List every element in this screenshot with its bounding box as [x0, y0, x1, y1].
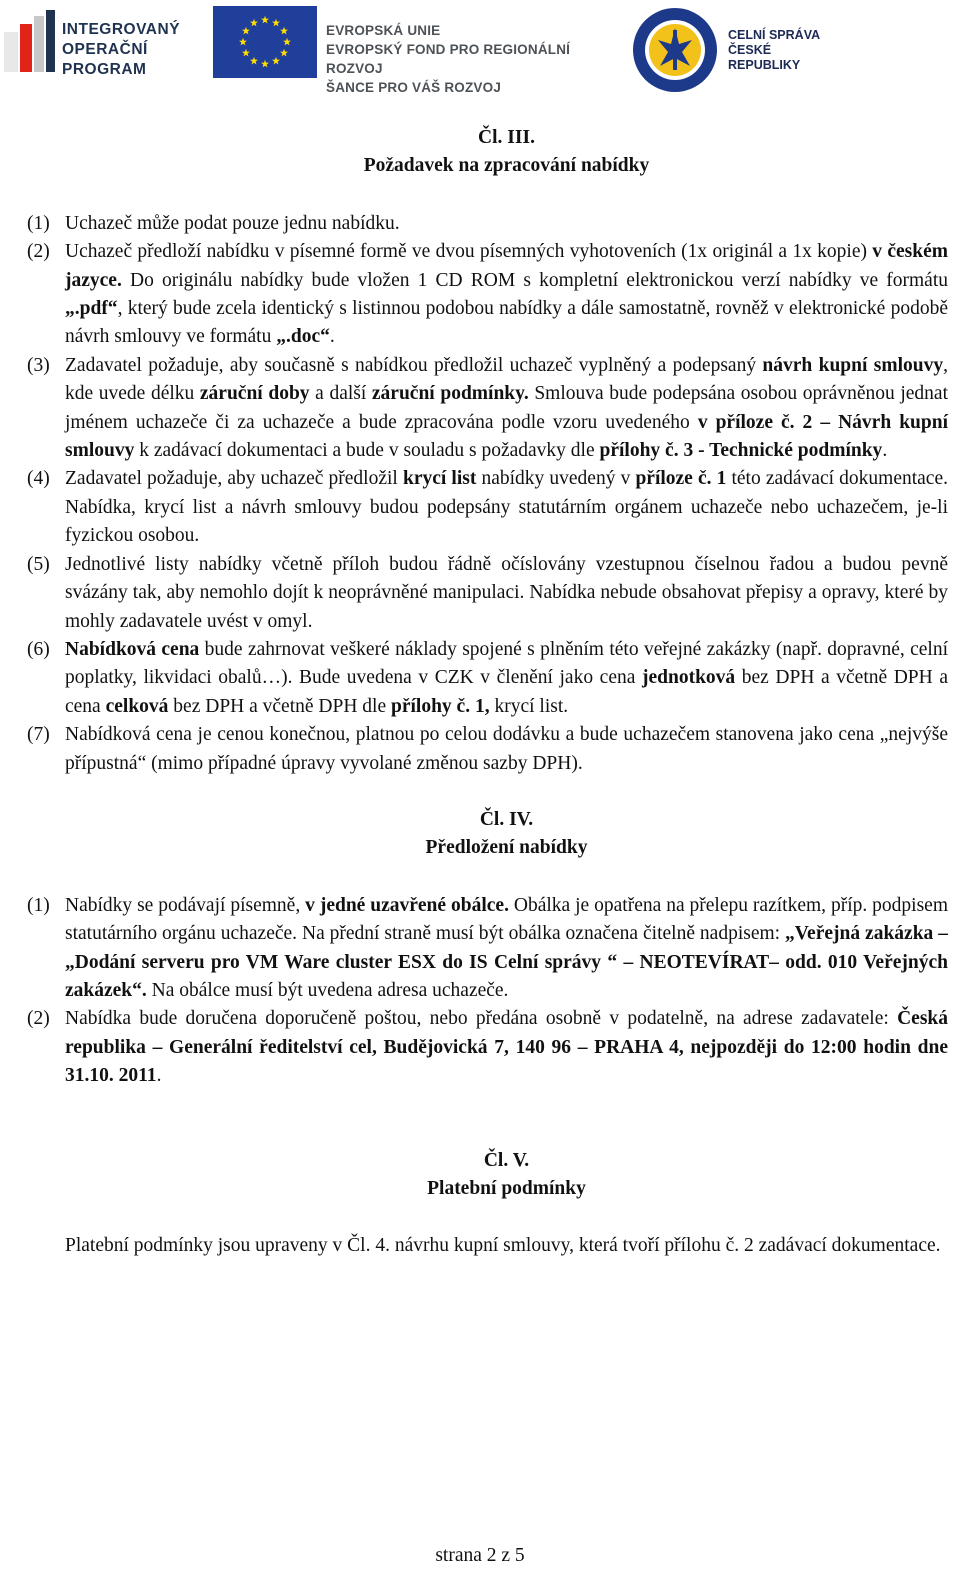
para-number: (7)	[27, 724, 50, 746]
iop-logo	[4, 8, 194, 80]
para-text: Uchazeč může podat pouze jednu nabídku.	[65, 212, 400, 234]
article-3-title: Požadavek na zpracování nabídky	[363, 155, 650, 177]
para-bold: Nabídková cena	[65, 638, 200, 660]
iop-logo-bars	[4, 10, 58, 72]
para-bold: příloze č. 1	[635, 468, 727, 490]
para-number: (2)	[27, 241, 50, 263]
page-header	[0, 0, 960, 100]
article-5-number: Čl. V.	[483, 1149, 530, 1171]
eu-star-icon	[250, 57, 258, 65]
para-text: Uchazeč předloží nabídku v písemné formě ve dvou písemných vyhotoveních (1x originál a 1x kopie)	[65, 241, 873, 263]
para-bold: Česká republika – Generální ředitelství cel, Budějovická 7, 140 96 – PRAHA 4, nejpozději do 12:00 hodin dne 31.10. 2011	[65, 1008, 948, 1087]
para-bold: krycí list	[402, 468, 477, 490]
article-3-para-1	[27, 210, 948, 238]
para-bold: přílohy č. 1,	[391, 695, 490, 717]
para-text: Nabídka bude doručena doporučeně poštou, nebo předána osobně v podatelně, na adrese zadavatele:	[65, 1008, 898, 1030]
eu-flag-icon	[213, 6, 317, 78]
eu-logo-line-1: EVROPSKÁ UNIE	[326, 23, 441, 38]
para-bold: v jedné uzavřené obálce.	[305, 894, 509, 916]
article-4-para-1	[27, 892, 948, 1006]
para-bold: v příloze č. 2 – Návrh kupní smlouvy	[65, 411, 948, 462]
customs-logo	[630, 4, 840, 100]
eu-star-icon	[261, 16, 269, 24]
para-text: Jednotlivé listy nabídky včetně příloh budou řádně očíslovány vzestupnou číselnou řadou a budou pevně svázány tak, aby nemohlo dojít k neoprávněné manipulaci. Nabídka nebude obsahovat přepisy a opravy, které by mohly zadavatele uvést v omyl.	[65, 553, 948, 632]
article-3-para-3	[27, 352, 949, 466]
para-text: Nabídky se podávají písemně,	[65, 894, 306, 916]
para-text: .	[156, 1065, 162, 1087]
para-bold: „.doc“	[276, 326, 330, 348]
para-text: Smlouva bude podepsána osobou oprávněnou jednat jménem uchazeče či za uchazeče a bude zpracována podle vzoru uvedeného	[65, 383, 949, 433]
para-bold: přílohy č. 3 - Technické podmínky	[599, 440, 883, 462]
para-text: krycí list.	[489, 695, 569, 717]
article-3-number: Čl. III.	[478, 127, 535, 148]
eu-star-icon	[239, 38, 247, 46]
article-5-para: Platební podmínky jsou upraveny v Čl. 4. návrhu kupní smlouvy, která tvoří přílohu č. 2 zadávací dokumentace.	[65, 1235, 941, 1257]
customs-logo-line-2: ČESKÉ REPUBLIKY	[728, 43, 801, 72]
para-text: Zadavatel požaduje, aby současně s nabídkou předložil uchazeč vyplněný a podepsaný	[65, 354, 763, 376]
para-bold: celková	[105, 695, 169, 717]
eu-star-icon	[280, 27, 288, 35]
para-text: .	[882, 440, 888, 462]
para-number: (2)	[27, 1008, 50, 1030]
para-bold: jednotková	[641, 667, 736, 689]
article-3-para-6	[27, 636, 948, 721]
para-number: (5)	[27, 553, 50, 575]
article-4-number: Čl. IV.	[479, 808, 534, 830]
eu-logo	[213, 6, 623, 95]
para-text: nabídky uvedený v	[476, 468, 636, 490]
article-4-title: Předložení nabídky	[425, 837, 588, 859]
para-number: (1)	[27, 894, 50, 916]
eu-star-icon	[280, 49, 288, 57]
para-bold: „.pdf“	[65, 298, 118, 320]
article-3-para-2	[27, 238, 948, 352]
eu-star-icon	[242, 49, 250, 57]
para-bold: záruční doby	[199, 383, 310, 405]
eu-logo-line-3: ŠANCE PRO VÁŠ ROZVOJ	[326, 80, 502, 95]
article-3-para-7	[27, 721, 948, 778]
article-3-para-5	[27, 551, 948, 636]
eu-star-icon	[272, 57, 280, 65]
para-number: (6)	[27, 638, 50, 660]
customs-logo-line-1: CELNÍ SPRÁVA	[728, 28, 821, 42]
eu-star-icon	[250, 19, 258, 27]
para-text: Nabídková cena je cenou konečnou, platnou po celou dodávku a bude uchazečem stanovena jako cena „nejvýše přípustná“ (mimo případné úpravy vyvolané změnou sazby DPH).	[65, 724, 948, 774]
para-text: .	[329, 326, 335, 348]
para-text: Na obálce musí být uvedena adresa uchazeče.	[146, 979, 509, 1001]
eu-star-icon	[272, 19, 280, 27]
iop-logo-line-2: OPERAČNÍ	[62, 41, 148, 58]
para-text: Obálka je opatřena na přelepu razítkem, příp. podpisem statutárního orgánu uchazeče. Na přední straně musí být obálka označena čitelně nadpisem:	[65, 894, 948, 945]
para-text: bez DPH a včetně DPH a cena	[65, 667, 948, 717]
para-number: (3)	[27, 354, 50, 376]
iop-logo-line-3: PROGRAM	[62, 61, 147, 78]
para-bold: „Veřejná zakázka – „Dodání serveru pro VM Ware cluster ESX do IS Celní správy “ – NEOTEVÍRAT– odd. 010 Veřejných zakázek“.	[65, 923, 948, 1001]
para-text: , který bude zcela identický s listinnou podobou nabídky a dále samostatně, rovněž v elektronické podobě návrh smlouvy ve formátu	[65, 298, 948, 348]
para-text: bude zahrnovat veškeré náklady spojené s plněním této veřejné zakázky (např. dopravné, celní poplatky, likvidaci obalů…). Bude uvedena v CZK v členění jako cena	[65, 638, 948, 689]
para-number: (4)	[27, 468, 50, 490]
para-text: této zadávací dokumentace. Nabídka, krycí list a návrh smlouvy budou podepsány statutárním orgánem uchazeče nebo uchazečem, je-li fyzickou osobou.	[65, 468, 948, 547]
para-bold: v českém jazyce.	[65, 241, 948, 291]
para-text: Zadavatel požaduje, aby uchazeč předložil	[65, 468, 403, 490]
article-4-para-2	[27, 1005, 948, 1090]
eu-star-icon	[283, 38, 291, 46]
article-3-para-4	[27, 465, 948, 550]
page-number: strana 2 z 5	[435, 1545, 525, 1566]
article-5-title: Platební podmínky	[427, 1178, 586, 1199]
para-bold: záruční podmínky.	[371, 383, 529, 405]
para-text: Do originálu nabídky bude vložen 1 CD ROM s kompletní elektronickou verzí nabídky ve formátu	[121, 269, 948, 291]
eu-star-icon	[242, 27, 250, 35]
customs-seal-icon	[630, 4, 720, 96]
para-bold: návrh kupní smlouvy	[762, 354, 944, 376]
para-text: bez DPH a včetně DPH dle	[168, 695, 391, 717]
para-text: k zadávací dokumentaci a bude v souladu s požadavky dle	[134, 440, 600, 462]
iop-logo-line-1: INTEGROVANÝ	[62, 21, 181, 38]
para-text: a další	[309, 383, 372, 405]
para-number: (1)	[27, 212, 50, 234]
para-text: , kde uvede délku	[65, 354, 948, 405]
document-body	[27, 124, 949, 1261]
eu-logo-line-2: EVROPSKÝ FOND PRO REGIONÁLNÍ ROZVOJ	[326, 42, 571, 76]
eu-star-icon	[261, 60, 269, 68]
